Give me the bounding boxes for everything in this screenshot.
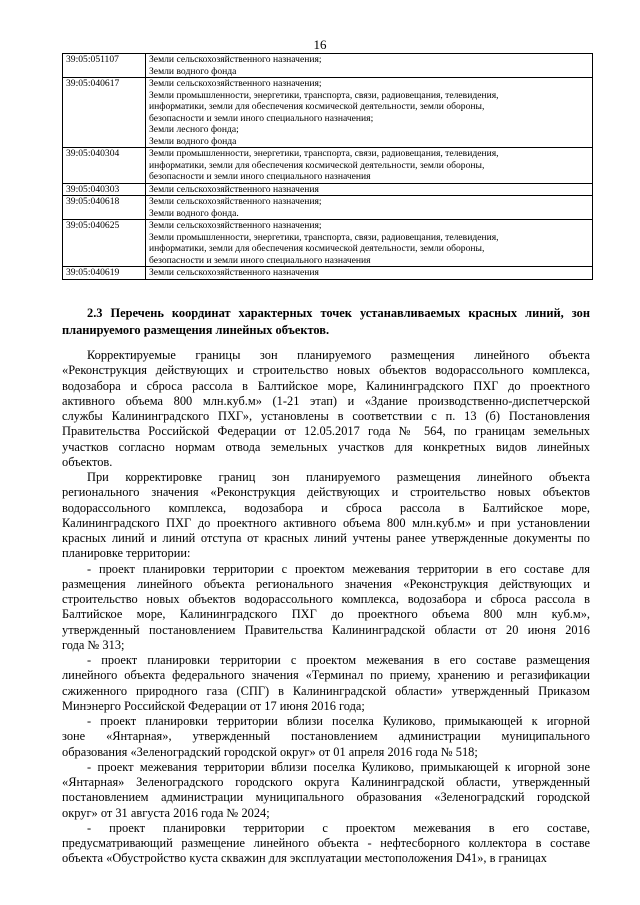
land-category-cell bbox=[146, 183, 593, 196]
land-category-cell bbox=[146, 267, 593, 280]
paragraph-line: утвержденный постановлением Правительства Калининградской области от 20 июня 2016 bbox=[62, 622, 590, 637]
land-category-line: безопасности и земли иного специального назначения bbox=[149, 171, 371, 182]
body-text bbox=[62, 348, 590, 867]
paragraph-line: - проект межевания территории вблизи поселка Куликово, примыкающей к игорной зоне bbox=[87, 759, 590, 774]
land-category-cell bbox=[146, 196, 593, 220]
land-category-line: Земли сельскохозяйственного назначения; bbox=[149, 54, 322, 65]
paragraph-line: зоне «Янтарная», утвержденный постановлением администрации муниципального bbox=[62, 729, 590, 744]
paragraph-line: сжиженного природного газа (СПГ) в Калининградской области» утвержденный Приказом bbox=[62, 683, 590, 698]
land-category-line: Земли водного фонда bbox=[149, 65, 237, 77]
land-category-line: безопасности и земли иного специального назначения bbox=[149, 254, 371, 266]
paragraph-line: Минэнерго Российской Федерации от 17 июня 2016 года; bbox=[62, 698, 365, 713]
paragraph-line: водозабора и сброса рассола в Балтийское море, Калининградского ПХГ до проектного bbox=[62, 378, 590, 393]
paragraph-line: постановлением администрации муниципального образования «Зеленоградский городской bbox=[62, 790, 590, 805]
cadastral-code-cell: 39:05:040625 bbox=[63, 220, 146, 267]
paragraph-line: образования «Зеленоградский городской округ» от 01 апреля 2016 года № 518; bbox=[62, 744, 478, 759]
table-row bbox=[63, 196, 593, 220]
paragraph-line: - проект планировки территории с проектом межевания территории в его составе для bbox=[87, 561, 590, 576]
table-row bbox=[63, 78, 593, 148]
paragraph bbox=[62, 470, 590, 562]
paragraph-line: объектов. bbox=[62, 454, 113, 469]
paragraph-line: «Янтарная» Зеленоградского городского округа Калининградской области, утвержденный bbox=[62, 775, 590, 789]
paragraph-line: - проект планировки территории с проектом межевания в его составе размещения bbox=[87, 653, 590, 667]
paragraph-line: регионального значения «Реконструкция действующих и строительство новых объектов bbox=[62, 485, 590, 500]
paragraph bbox=[62, 653, 590, 714]
land-category-line: информатики, земли для обеспечения космической деятельности, земли обороны, bbox=[149, 243, 485, 254]
paragraph-line: объекта «Обустройство куста скважин для эксплуатации местоположения D41», в границах bbox=[62, 851, 547, 866]
cadastral-code-cell: 39:05:040618 bbox=[63, 196, 146, 220]
section-heading-line-2: планируемого размещения линейных объектов. bbox=[62, 322, 330, 337]
cadastral-code-cell: 39:05:040304 bbox=[63, 148, 146, 184]
paragraph-line: Балтийское море, Калининградского ПХГ до проектного объема 800 млн куб.м», bbox=[62, 607, 590, 622]
land-category-line: Земли сельскохозяйственного назначения; bbox=[149, 78, 322, 89]
paragraph-line: года № 313; bbox=[62, 637, 125, 652]
land-category-line: Земли промышленности, энергетики, транспорта, связи, радиовещания, телевидения, bbox=[149, 231, 499, 243]
paragraph-line: округ» от 31 августа 2016 года № 2024; bbox=[62, 805, 270, 820]
paragraph bbox=[62, 714, 590, 760]
paragraph-line: водорассольного комплекса, водозабора и сброса рассола в Балтийское море, bbox=[62, 500, 590, 515]
paragraph-line: размещения линейного объекта регионального значения «Реконструкция действующих и bbox=[62, 576, 590, 591]
land-category-line: безопасности и земли иного специального назначения; bbox=[149, 112, 374, 124]
land-category-line: Земли сельскохозяйственного назначения bbox=[149, 183, 319, 195]
land-category-line: Земли водного фонда bbox=[149, 135, 237, 147]
section-heading-line-1: 2.3 Перечень координат характерных точек устанавливаемых красных линий, зон bbox=[87, 306, 590, 320]
land-category-line: Земли сельскохозяйственного назначения bbox=[149, 267, 319, 278]
paragraph-line: При корректировке границ зон планируемого размещения линейного объекта bbox=[87, 470, 590, 484]
paragraph-line: - проект планировки территории с проектом межевания в его составе, bbox=[87, 820, 590, 835]
cadastral-code-cell: 39:05:040303 bbox=[63, 183, 146, 196]
land-category-table bbox=[62, 53, 593, 280]
land-category-cell bbox=[146, 220, 593, 267]
table-row bbox=[63, 183, 593, 196]
land-category-line: информатики, земли для обеспечения космической деятельности, земли обороны, bbox=[149, 159, 485, 171]
land-category-line: Земли сельскохозяйственного назначения; bbox=[149, 220, 322, 231]
paragraph-line: службы Калининградского ПХГ», установлены в соответствии с п. 13 (б) Постановления bbox=[62, 409, 590, 423]
cadastral-code-cell: 39:05:040619 bbox=[63, 267, 146, 280]
page-number: 16 bbox=[313, 37, 327, 52]
land-category-cell bbox=[146, 148, 593, 184]
land-category-line: Земли сельскохозяйственного назначения; bbox=[149, 196, 322, 207]
paragraph-line: Правительства Российской Федерации от 12.05.2017 года № 564, по границам земельных bbox=[62, 424, 590, 439]
paragraph bbox=[62, 760, 590, 821]
table-row bbox=[63, 148, 593, 184]
paragraph-line: Корректируемые границы зон планируемого размещения линейного объекта bbox=[87, 348, 590, 362]
paragraph-line: планировке территории: bbox=[62, 546, 191, 561]
paragraph-line: «Реконструкция действующих и строительство новых объектов водорассольного комплекса, bbox=[62, 363, 590, 378]
land-category-line: Земли лесного фонда; bbox=[149, 124, 239, 135]
table-row bbox=[63, 220, 593, 267]
paragraph-line: - проект планировки территории вблизи поселка Куликово, примыкающей к игорной bbox=[87, 714, 590, 728]
land-category-line: Земли промышленности, энергетики, транспорта, связи, радиовещания, телевидения, bbox=[149, 148, 499, 159]
land-category-table-body bbox=[63, 54, 593, 280]
land-category-line: информатики, земли для обеспечения космической деятельности, земли обороны, bbox=[149, 101, 485, 112]
cadastral-code-cell: 39:05:040617 bbox=[63, 78, 146, 148]
paragraph-line: красных линий и линий отступа от красных линий учтены ранее утвержденные документы по bbox=[62, 531, 590, 545]
land-category-cell bbox=[146, 54, 593, 78]
table-row bbox=[63, 54, 593, 78]
land-category-line: Земли водного фонда. bbox=[149, 207, 239, 219]
paragraph-line: активного объема 800 млн.куб.м» (1-21 этап) и «Здание производственно-диспетчерской bbox=[62, 393, 590, 408]
paragraph bbox=[62, 821, 590, 867]
paragraph bbox=[62, 348, 590, 470]
land-category-line: Земли промышленности, энергетики, транспорта, связи, радиовещания, телевидения, bbox=[149, 89, 499, 101]
paragraph-line: участков согласно нормам отвода земельных участков для конкретных видов линейных bbox=[62, 439, 590, 454]
paragraph-line: строительство новых объектов водорассольного комплекса, водозабора и сброса рассола в bbox=[62, 592, 590, 606]
section-heading bbox=[62, 305, 590, 338]
paragraph-line: линейного объекта федерального значения «Терминал по приему, хранению и регазификации bbox=[62, 668, 590, 683]
cadastral-code-cell: 39:05:051107 bbox=[63, 54, 146, 78]
land-category-cell bbox=[146, 78, 593, 148]
paragraph-line: Калининградского ПХГ до проектного активного объема 800 млн.куб.м» и при установлении bbox=[62, 515, 590, 530]
table-row bbox=[63, 267, 593, 280]
paragraph-line: предусматривающий размещение линейного объекта - нефтесборного коллектора в составе bbox=[62, 836, 590, 850]
paragraph bbox=[62, 562, 590, 654]
